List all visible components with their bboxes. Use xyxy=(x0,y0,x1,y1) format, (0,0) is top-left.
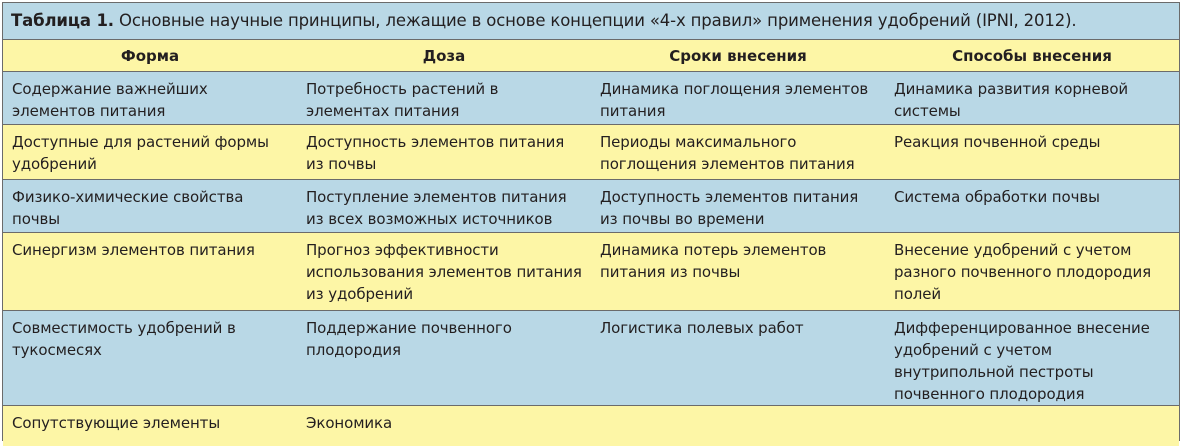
table-cell: Динамика развития корневой системы xyxy=(885,72,1179,125)
table-cell: Экономика xyxy=(297,406,591,446)
caption-label: Таблица 1. xyxy=(11,11,114,30)
table-cell: Динамика потерь элементов питания из почвы xyxy=(591,233,885,311)
table-cell xyxy=(885,406,1179,446)
table-cell: Совместимость удобрений в тукосмесях xyxy=(3,311,297,406)
column-header-form: Форма xyxy=(3,40,297,72)
table-cell: Поступление элементов питания из всех возможных источников xyxy=(297,180,591,233)
table-cell: Потребность растений в элементах питания xyxy=(297,72,591,125)
table-row xyxy=(3,233,1179,311)
table-cell: Доступность элементов питания из почвы во времени xyxy=(591,180,885,233)
table-row xyxy=(3,311,1179,406)
table-cell: Синергизм элементов питания xyxy=(3,233,297,311)
column-header-timing: Сроки внесения xyxy=(591,40,885,72)
header-row xyxy=(3,40,1179,72)
table-cell: Дифференцированное внесение удобрений с учетом внутрипольной пестроты почвенного плодородия xyxy=(885,311,1179,406)
table-cell: Реакция почвенной среды xyxy=(885,125,1179,180)
table-row xyxy=(3,406,1179,446)
table-cell: Сопутствующие элементы xyxy=(3,406,297,446)
table-cell: Доступность элементов питания из почвы xyxy=(297,125,591,180)
table-cell: Прогноз эффективности использования элементов питания из удобрений xyxy=(297,233,591,311)
table-cell: Поддержание почвенного плодородия xyxy=(297,311,591,406)
table-caption xyxy=(3,3,1179,40)
column-header-methods: Способы внесения xyxy=(885,40,1179,72)
table-cell: Логистика полевых работ xyxy=(591,311,885,406)
table-cell: Физико-химические свойства почвы xyxy=(3,180,297,233)
table-cell: Содержание важнейших элементов питания xyxy=(3,72,297,125)
column-header-dose: Доза xyxy=(297,40,591,72)
principles-table xyxy=(3,40,1179,446)
table-cell: Динамика поглощения элементов питания xyxy=(591,72,885,125)
table-cell: Периоды максимального поглощения элементов питания xyxy=(591,125,885,180)
table-cell: Система обработки почвы xyxy=(885,180,1179,233)
table-frame xyxy=(2,2,1180,441)
table-row xyxy=(3,72,1179,125)
table-row xyxy=(3,180,1179,233)
table-cell: Доступные для растений формы удобрений xyxy=(3,125,297,180)
caption-text: Основные научные принципы, лежащие в основе концепции «4-х правил» применения удобрений (IPNI, 2012). xyxy=(113,11,1077,30)
table-cell xyxy=(591,406,885,446)
table-row xyxy=(3,125,1179,180)
table-cell: Внесение удобрений с учетом разного почвенного плодородия полей xyxy=(885,233,1179,311)
